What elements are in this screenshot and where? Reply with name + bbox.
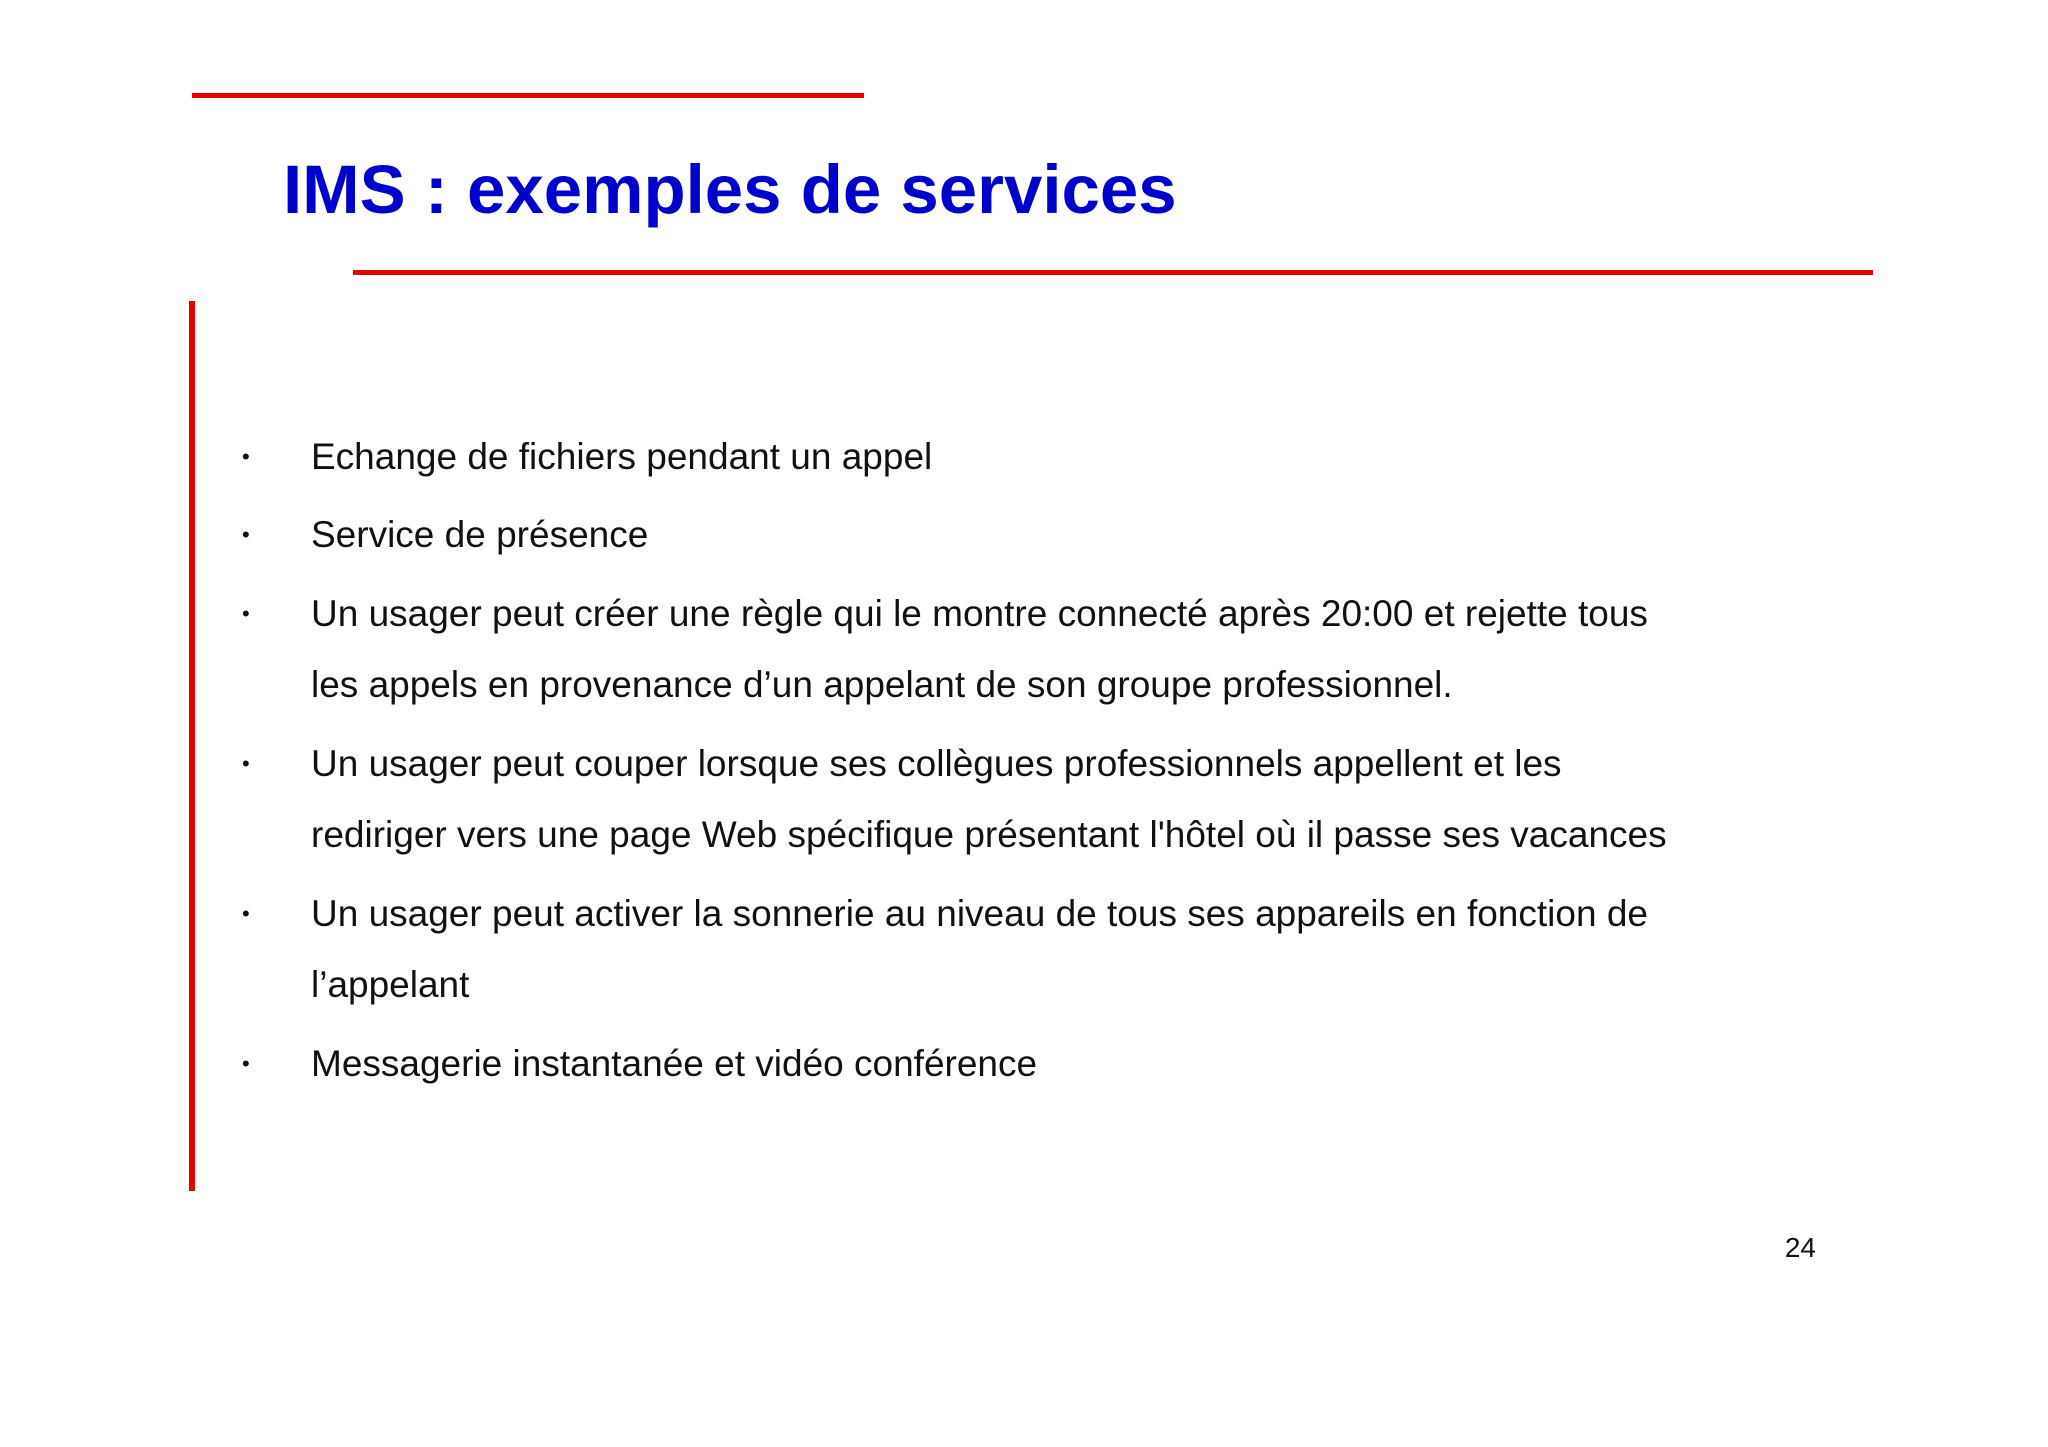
bullet-line: Un usager peut couper lorsque ses collègues professionnels appellent et les bbox=[311, 743, 1562, 784]
bullet-text bbox=[311, 499, 1781, 570]
top-red-rule bbox=[192, 93, 864, 98]
bullet-line: Un usager peut activer la sonnerie au niveau de tous ses appareils en fonction de bbox=[311, 893, 1648, 934]
bullet-text bbox=[311, 578, 1781, 720]
bullet-dot-icon: • bbox=[242, 522, 250, 547]
left-vertical-red-rule bbox=[189, 301, 195, 1191]
bullet-line: Service de présence bbox=[311, 514, 649, 555]
bullet-dot-icon: • bbox=[242, 444, 250, 469]
bullet-dot-icon: • bbox=[242, 901, 250, 926]
bullet-text bbox=[311, 728, 1781, 870]
bullet-text bbox=[311, 421, 1781, 492]
bullet-line: Un usager peut créer une règle qui le montre connecté après 20:00 et rejette tous bbox=[311, 593, 1648, 634]
page-number: 24 bbox=[1784, 1232, 1816, 1263]
slide-title: IMS : exemples de services bbox=[283, 151, 1177, 228]
bullet-line: l’appelant bbox=[311, 964, 470, 1005]
bullet-text bbox=[311, 878, 1781, 1020]
title-underline-red-rule bbox=[353, 270, 1873, 275]
bullet-text bbox=[311, 1028, 1781, 1099]
bullet-dot-icon: • bbox=[242, 751, 250, 776]
bullet-line: les appels en provenance d’un appelant de son groupe professionnel. bbox=[311, 664, 1453, 705]
bullet-line: Messagerie instantanée et vidéo conférence bbox=[311, 1043, 1038, 1084]
bullet-line: rediriger vers une page Web spécifique présentant l'hôtel où il passe ses vacances bbox=[311, 814, 1667, 855]
bullet-dot-icon: • bbox=[242, 1051, 250, 1076]
bullet-dot-icon: • bbox=[242, 601, 250, 626]
bullet-line: Echange de fichiers pendant un appel bbox=[311, 436, 933, 477]
